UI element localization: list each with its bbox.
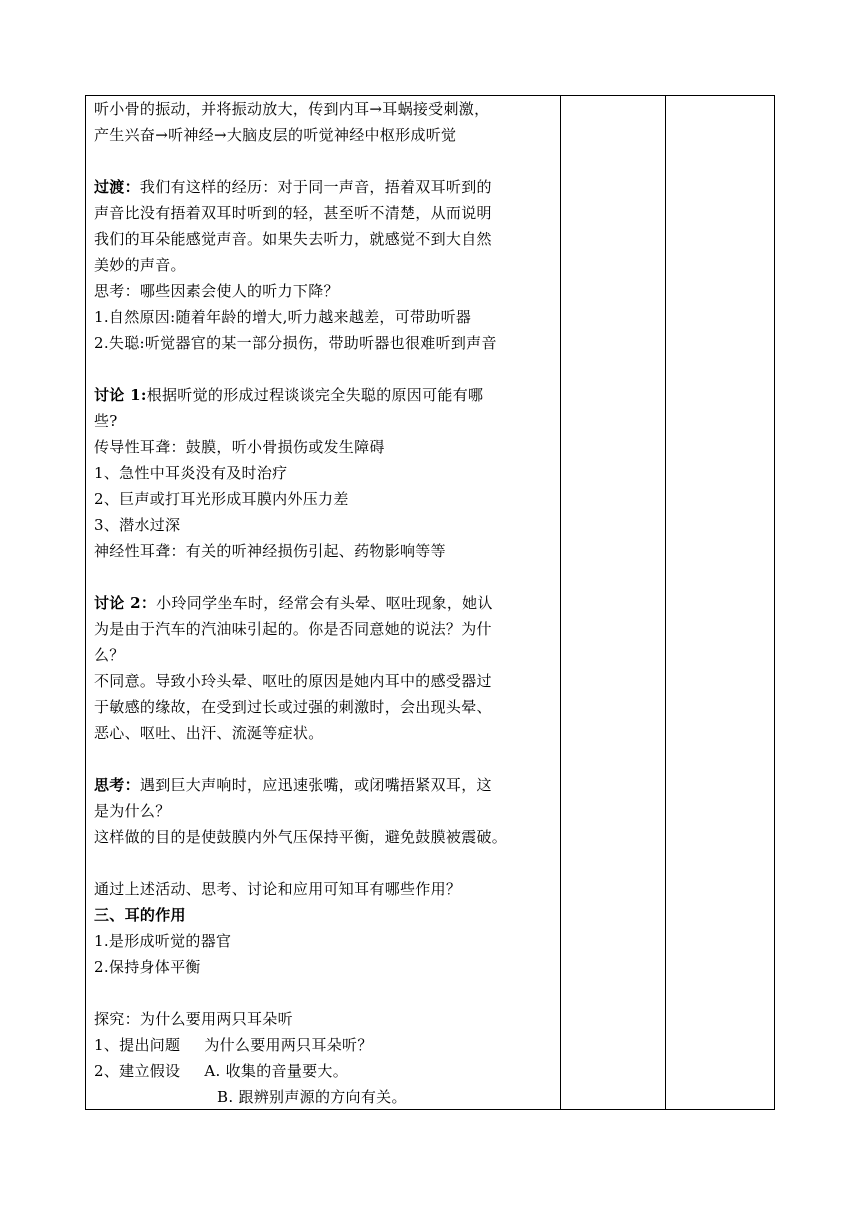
discussion-2-label: 讨论 2： bbox=[94, 594, 157, 612]
think-2-line bbox=[94, 772, 492, 798]
think-question: 思考：哪些因素会使人的听力下降？ bbox=[94, 282, 339, 300]
section-heading: 三、耳的作用 bbox=[94, 906, 186, 924]
cause-item: 2.失聪:听觉器官的某一部分损伤，带助听器也很难听到声音 bbox=[94, 334, 497, 352]
hypothesis-b: B. 跟辨别声源的方向有关。 bbox=[217, 1088, 407, 1106]
step-2 bbox=[94, 1058, 348, 1084]
teaching-content-cell bbox=[86, 96, 560, 1109]
text-line: 些? bbox=[94, 412, 118, 430]
answer-line: 不同意。导致小玲头晕、呕吐的原因是她内耳中的感受器过 bbox=[94, 672, 492, 690]
step-1 bbox=[94, 1032, 373, 1058]
conductive-deafness: 传导性耳聋：鼓膜，听小骨损伤或发生障碍 bbox=[94, 438, 385, 456]
discussion-2-line bbox=[94, 590, 493, 616]
explore-title: 探究：为什么要用两只耳朵听 bbox=[94, 1010, 293, 1028]
step-2-label: 2、建立假设 bbox=[94, 1062, 181, 1080]
hypothesis-a: A. 收集的音量要大。 bbox=[204, 1062, 349, 1080]
answer-line: 恶心、呕吐、出汗、流涎等症状。 bbox=[94, 724, 324, 742]
empty-cell-2 bbox=[560, 96, 665, 1109]
answer-line: 于敏感的缘故，在受到过长或过强的刺激时，会出现头晕、 bbox=[94, 698, 492, 716]
function-item: 1.是形成听觉的器官 bbox=[94, 932, 232, 950]
text-line: 是为什么？ bbox=[94, 802, 171, 820]
think-2-label: 思考： bbox=[94, 776, 140, 794]
answer-line: 这样做的目的是使鼓膜内外气压保持平衡，避免鼓膜被震破。 bbox=[94, 828, 508, 846]
text-line: 美妙的声音。 bbox=[94, 256, 186, 274]
transition-label: 过渡： bbox=[94, 178, 140, 196]
neural-deafness: 神经性耳聋：有关的听神经损伤引起、药物影响等等 bbox=[94, 542, 446, 560]
text-line: 声音比没有捂着双耳时听到的轻，甚至听不清楚，从而说明 bbox=[94, 204, 492, 222]
text-line: 么？ bbox=[94, 646, 125, 664]
step-1-text: 为什么要用两只耳朵听？ bbox=[204, 1036, 373, 1054]
discussion-1-label: 讨论 1: bbox=[94, 386, 147, 404]
transition-text: 我们有这样的经历：对于同一声音，捂着双耳听到的 bbox=[139, 178, 492, 196]
text-line: 听小骨的振动，并将振动放大，传到内耳→耳蜗接受刺激， bbox=[94, 100, 490, 118]
list-item: 3、潜水过深 bbox=[94, 516, 181, 534]
text-line: 我们的耳朵能感觉声音。如果失去听力，就感觉不到大自然 bbox=[94, 230, 492, 248]
lesson-table bbox=[85, 95, 775, 1110]
cause-item: 1.自然原因:随着年龄的增大,听力越来越差，可带助听器 bbox=[94, 308, 472, 326]
function-item: 2.保持身体平衡 bbox=[94, 958, 201, 976]
summary-question: 通过上述活动、思考、讨论和应用可知耳有哪些作用？ bbox=[94, 880, 462, 898]
list-item: 2、巨声或打耳光形成耳膜内外压力差 bbox=[94, 490, 349, 508]
list-item: 1、急性中耳炎没有及时治疗 bbox=[94, 464, 288, 482]
transition-line bbox=[94, 174, 492, 200]
think-2-text: 遇到巨大声响时，应迅速张嘴，或闭嘴捂紧双耳，这 bbox=[139, 776, 492, 794]
text-line: 产生兴奋→听神经→大脑皮层的听觉神经中枢形成听觉 bbox=[94, 126, 457, 144]
discussion-1-line bbox=[94, 382, 483, 408]
text-line: 为是由于汽车的汽油味引起的。你是否同意她的说法？为什 bbox=[94, 620, 492, 638]
discussion-2-text: 小玲同学坐车时，经常会有头晕、呕吐现象，她认 bbox=[156, 594, 493, 612]
discussion-1-text: 根据听觉的形成过程谈谈完全失聪的原因可能有哪 bbox=[146, 386, 484, 404]
step-1-label: 1、提出问题 bbox=[94, 1036, 181, 1054]
empty-cell-3 bbox=[665, 96, 776, 1109]
